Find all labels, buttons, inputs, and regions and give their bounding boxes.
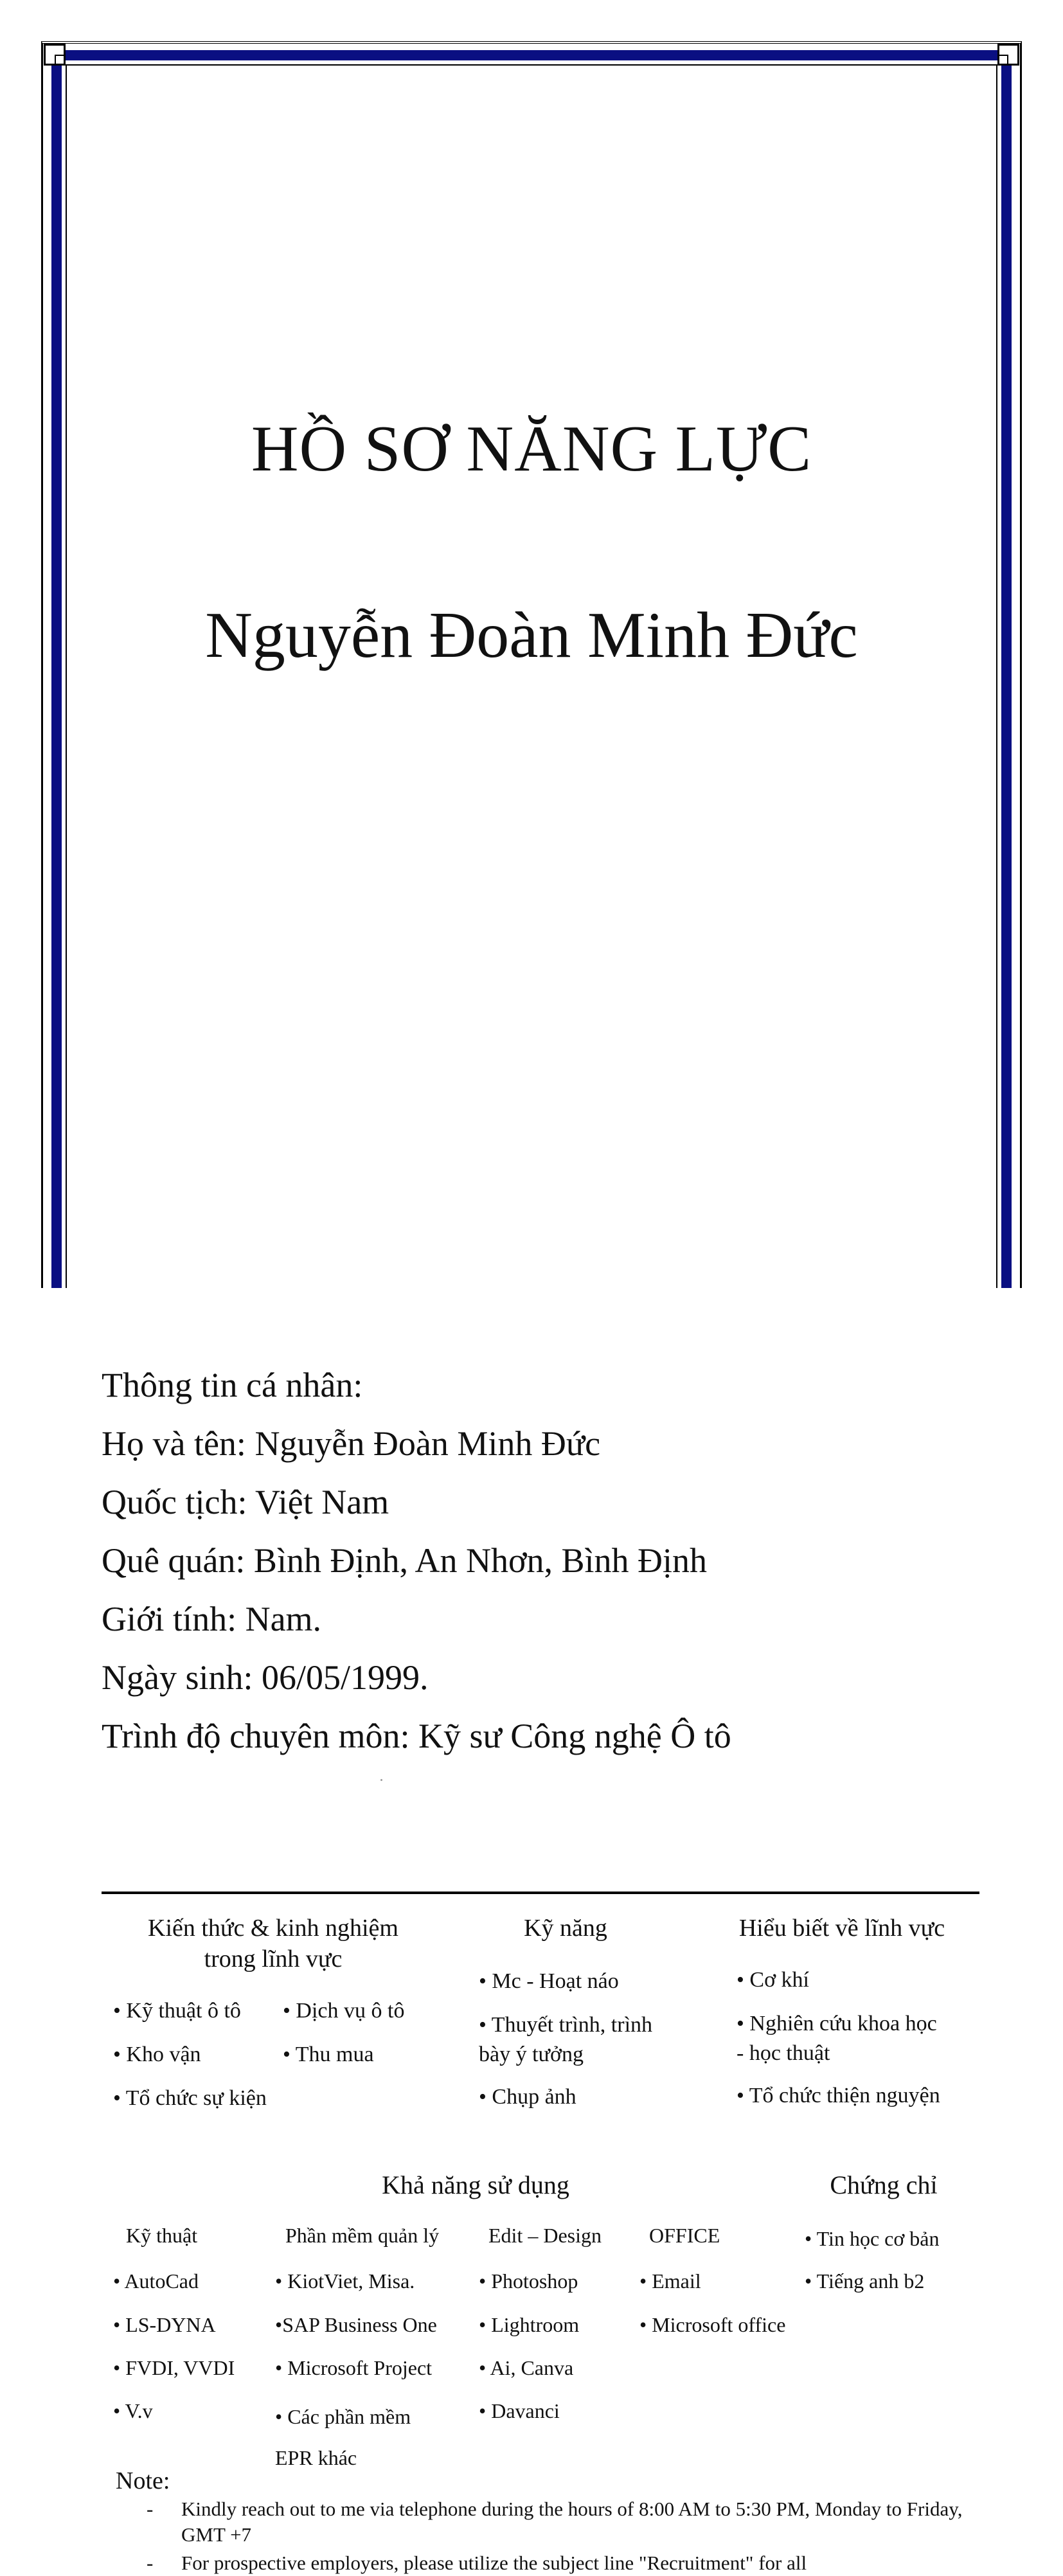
personal-info: [102, 1356, 731, 1766]
note-text: Kindly reach out to me via telephone during the hours of 8:00 AM to 5:30 PM, Monday to Friday, GMT +7: [181, 2498, 963, 2546]
software-item: • KiotViet, Misa.: [275, 2269, 415, 2293]
knowledge-item: • Thu mua: [283, 2043, 374, 2066]
skills-item: • Mc - Hoạt náo: [479, 1969, 619, 1993]
personal-info-gender: Giới tính: Nam.: [102, 1600, 322, 1638]
personal-info-birthdate: Ngày sinh: 06/05/1999.: [102, 1658, 429, 1697]
note-item: [147, 2496, 982, 2548]
software-group-heading: Kỹ thuật: [126, 2224, 198, 2247]
stray-dot: [380, 1779, 382, 1781]
cover-frame-corner-top-left: [44, 44, 66, 66]
certificates-title: Chứng chỉ: [830, 2170, 938, 2199]
software-title: Khả năng sử dụng: [382, 2170, 569, 2199]
personal-info-nationality: Quốc tịch: Việt Nam: [102, 1483, 389, 1521]
software-item: • Các phần mềm EPR khác: [275, 2405, 411, 2469]
note-text: For prospective employers, please utilize the subject line "Recruitment" for all: [181, 2552, 807, 2574]
software-item: • AutoCad: [113, 2269, 199, 2293]
software-item: • V.v: [113, 2399, 153, 2422]
software-item: • Ai, Canva: [479, 2356, 574, 2379]
cover-frame-inner-top-line: [66, 64, 997, 66]
note-label: Note:: [116, 2467, 170, 2494]
skills-item: • Thuyết trình, trình bày ý tưởng: [479, 2013, 653, 2066]
certificate-item: • Tiếng anh b2: [805, 2269, 925, 2293]
note-dash: -: [147, 2498, 154, 2520]
cover-frame-top-bar: [51, 50, 1012, 60]
skills-title: Kỹ năng: [524, 1915, 607, 1942]
skills-item: • Chụp ảnh: [479, 2085, 576, 2109]
knowledge-item: • Tổ chức sự kiện: [113, 2086, 267, 2110]
fields-title: Hiểu biết về lĩnh vực: [738, 1915, 945, 1942]
certificate-item: • Tin học cơ bản: [805, 2227, 940, 2250]
personal-info-hometown: Quê quán: Bình Định, An Nhơn, Bình Định: [102, 1541, 708, 1580]
software-item: • Lightroom: [479, 2313, 580, 2336]
fields-item: • Tổ chức thiện nguyện: [737, 2084, 940, 2107]
cover-frame-inner-left-line: [66, 64, 67, 1288]
fields-item: • Nghiên cứu khoa học - học thuật: [737, 2012, 937, 2065]
cover-name: Nguyễn Đoàn Minh Đức: [205, 599, 858, 672]
knowledge-item: • Kho vận: [113, 2043, 201, 2066]
software-group-heading: Phần mềm quản lý: [285, 2224, 440, 2247]
note-item: [147, 2550, 982, 2576]
cover-title: HỒ SƠ NĂNG LỰC: [251, 413, 812, 485]
software-group-heading: Edit – Design: [488, 2224, 602, 2247]
software-item: • Davanci: [479, 2399, 560, 2422]
knowledge-title: Kiến thức & kinh nghiệm trong lĩnh vực: [148, 1915, 398, 1972]
cover-frame-corner-top-right: [997, 44, 1019, 66]
section-divider: [102, 1892, 979, 1894]
fields-item: • Cơ khí: [737, 1968, 810, 1992]
personal-info-name: Họ và tên: Nguyễn Đoàn Minh Đức: [102, 1424, 601, 1463]
personal-info-heading: Thông tin cá nhân:: [102, 1366, 363, 1404]
note-dash: -: [147, 2552, 154, 2574]
software-item: •SAP Business One: [275, 2313, 437, 2336]
knowledge-item: • Kỹ thuật ô tô: [113, 1999, 241, 2023]
cover-frame-inner-right-line: [996, 64, 997, 1288]
personal-info-qualification: Trình độ chuyên môn: Kỹ sư Công nghệ Ô tô: [102, 1717, 731, 1755]
software-group-heading: OFFICE: [649, 2224, 720, 2247]
software-item: • FVDI, VVDI: [113, 2356, 235, 2379]
software-item: • Microsoft office: [639, 2313, 786, 2336]
software-item: • Microsoft Project: [275, 2356, 433, 2379]
software-item: • Email: [639, 2269, 701, 2293]
knowledge-item: • Dịch vụ ô tô: [283, 1999, 405, 2023]
software-item: • LS-DYNA: [113, 2313, 216, 2336]
software-item: • Photoshop: [479, 2269, 578, 2293]
